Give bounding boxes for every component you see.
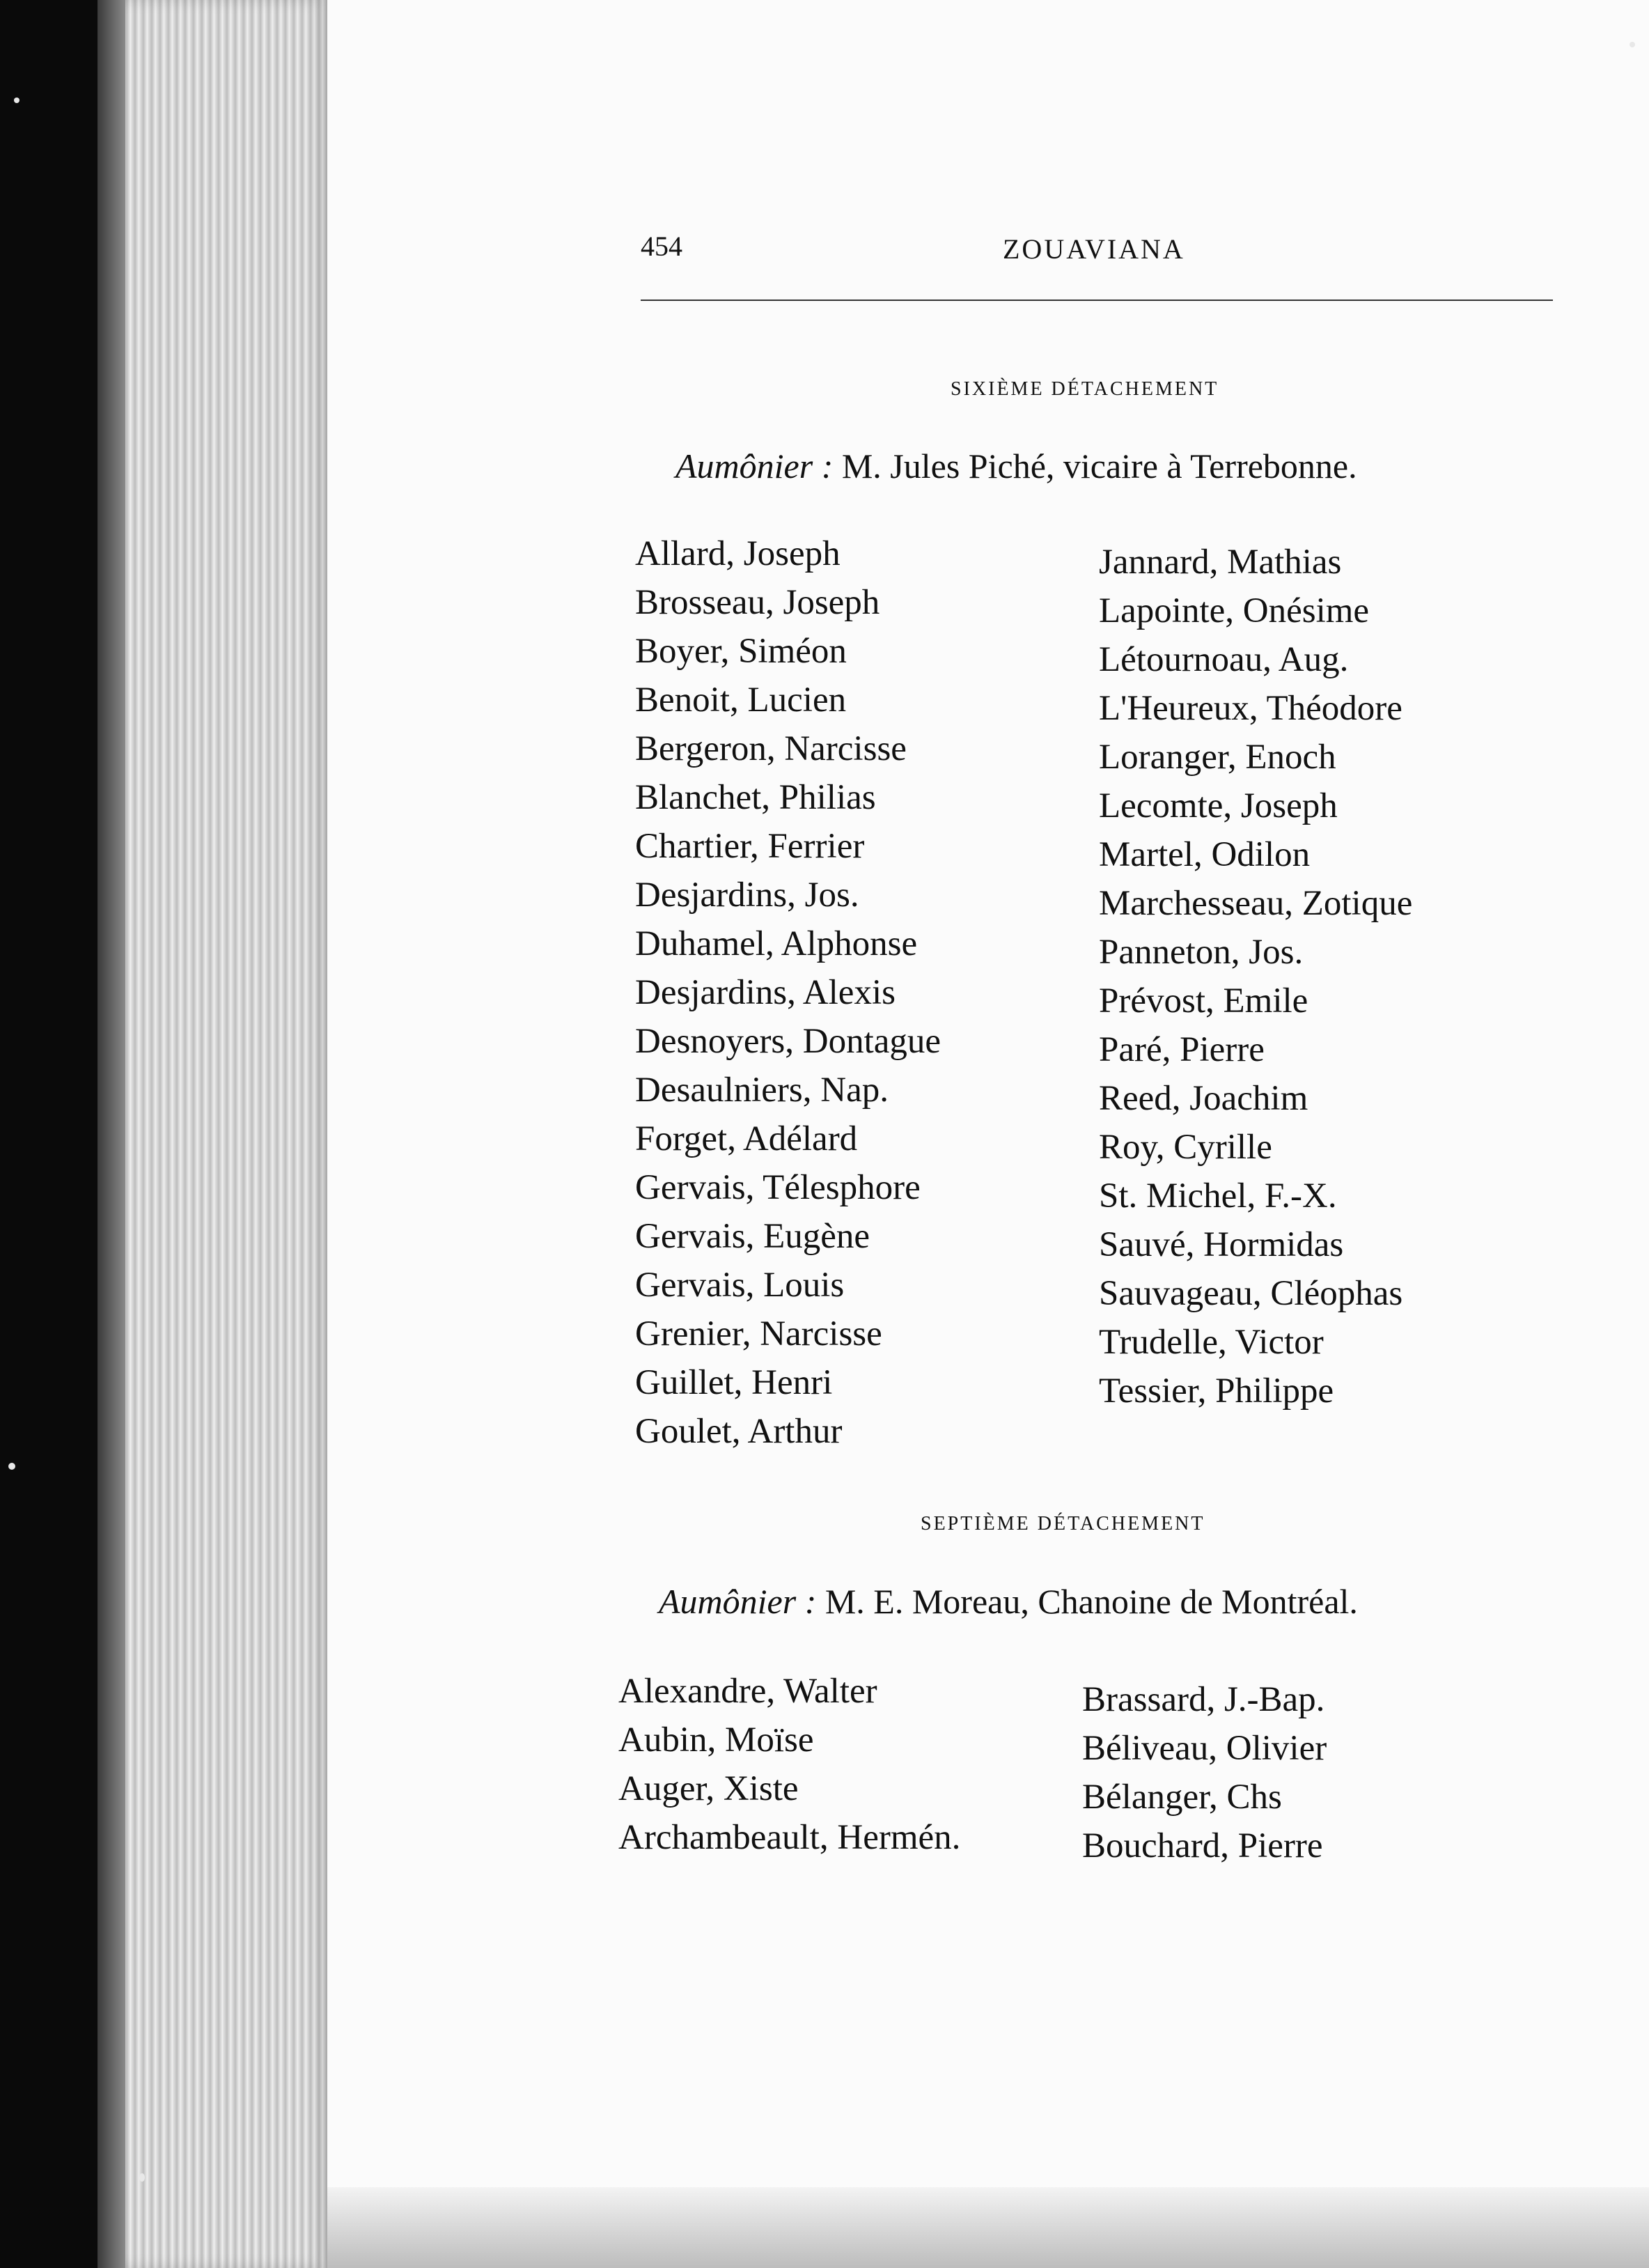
chaplain-label: Aumônier :: [675, 446, 834, 486]
name-entry: Allard, Joseph: [635, 534, 841, 573]
name-entry: Jannard, Mathias: [1099, 543, 1342, 582]
name-entry: Létournoau, Aug.: [1099, 640, 1349, 679]
name-entry: Sauvageau, Cléophas: [1099, 1274, 1403, 1313]
name-entry: Grenier, Narcisse: [635, 1314, 882, 1353]
page-bottom-shadow: [327, 2187, 1649, 2268]
name-entry: Marchesseau, Zotique: [1099, 884, 1413, 923]
name-entry: Benoit, Lucien: [635, 681, 847, 720]
dust-speck: [139, 2173, 145, 2182]
name-entry: Guillet, Henri: [635, 1363, 833, 1402]
name-entry: Martel, Odilon: [1099, 835, 1311, 874]
name-entry: Panneton, Jos.: [1099, 933, 1304, 972]
page-paper: [327, 0, 1649, 2268]
name-entry: Auger, Xiste: [618, 1769, 799, 1808]
section-heading-sixth: SIXIÈME DÉTACHEMENT: [951, 378, 1219, 400]
name-entry: Bouchard, Pierre: [1082, 1826, 1323, 1865]
name-entry: Béliveau, Olivier: [1082, 1729, 1327, 1768]
name-entry: Desaulniers, Nap.: [635, 1071, 889, 1110]
names-column-right-seventh: [1082, 1675, 1327, 1870]
name-entry: Lecomte, Joseph: [1099, 786, 1338, 825]
name-entry: Bélanger, Chs: [1082, 1778, 1282, 1817]
name-entry: Prévost, Emile: [1099, 981, 1308, 1020]
names-column-left-sixth: [635, 529, 941, 1456]
name-entry: Archambeault, Hermén.: [618, 1818, 961, 1857]
name-entry: Desjardins, Jos.: [635, 876, 859, 915]
section-heading-seventh: SEPTIÈME DÉTACHEMENT: [921, 1513, 1205, 1535]
chaplain-label: Aumônier :: [659, 1582, 817, 1621]
name-entry: St. Michel, F.-X.: [1099, 1176, 1337, 1215]
name-entry: Lapointe, Onésime: [1099, 591, 1370, 630]
name-entry: Tessier, Philippe: [1099, 1372, 1334, 1411]
chaplain-name: M. E. Moreau, Chanoine de Montréal.: [824, 1582, 1358, 1621]
chaplain-line-sixth: [675, 446, 1357, 486]
names-column-right-sixth: [1099, 538, 1412, 1415]
name-entry: Duhamel, Alphonse: [635, 924, 918, 963]
name-entry: Aubin, Moïse: [618, 1721, 814, 1760]
name-entry: Gervais, Eugène: [635, 1217, 870, 1256]
name-entry: Gervais, Louis: [635, 1266, 845, 1305]
header-rule: [641, 300, 1553, 301]
binding-shadow: [97, 0, 125, 2268]
chaplain-line-seventh: [659, 1581, 1358, 1622]
name-entry: Sauvé, Hormidas: [1099, 1225, 1344, 1264]
name-entry: Gervais, Télesphore: [635, 1168, 921, 1207]
dust-speck: [8, 1463, 15, 1470]
chaplain-name: M. Jules Piché, vicaire à Terrebonne.: [841, 446, 1357, 486]
name-entry: Desjardins, Alexis: [635, 973, 896, 1012]
name-entry: L'Heureux, Théodore: [1099, 689, 1402, 728]
name-entry: Desnoyers, Dontague: [635, 1022, 941, 1061]
name-entry: Roy, Cyrille: [1099, 1128, 1272, 1167]
name-entry: Alexandre, Walter: [618, 1672, 877, 1711]
name-entry: Boyer, Siméon: [635, 632, 847, 671]
name-entry: Brassard, J.-Bap.: [1082, 1680, 1325, 1719]
page-number: 454: [641, 231, 682, 262]
name-entry: Brosseau, Joseph: [635, 583, 880, 622]
dust-speck: [1630, 42, 1635, 47]
page-edges: [97, 0, 327, 2268]
name-entry: Loranger, Enoch: [1099, 738, 1336, 777]
name-entry: Bergeron, Narcisse: [635, 729, 907, 768]
name-entry: Reed, Joachim: [1099, 1079, 1308, 1118]
name-entry: Paré, Pierre: [1099, 1030, 1265, 1069]
dust-speck: [14, 98, 19, 103]
names-column-left-seventh: [618, 1667, 960, 1862]
name-entry: Chartier, Ferrier: [635, 827, 865, 866]
name-entry: Blanchet, Philias: [635, 778, 876, 817]
name-entry: Trudelle, Victor: [1099, 1323, 1324, 1362]
name-entry: Goulet, Arthur: [635, 1412, 843, 1451]
name-entry: Forget, Adélard: [635, 1119, 858, 1158]
running-title: ZOUAVIANA: [1003, 233, 1185, 265]
